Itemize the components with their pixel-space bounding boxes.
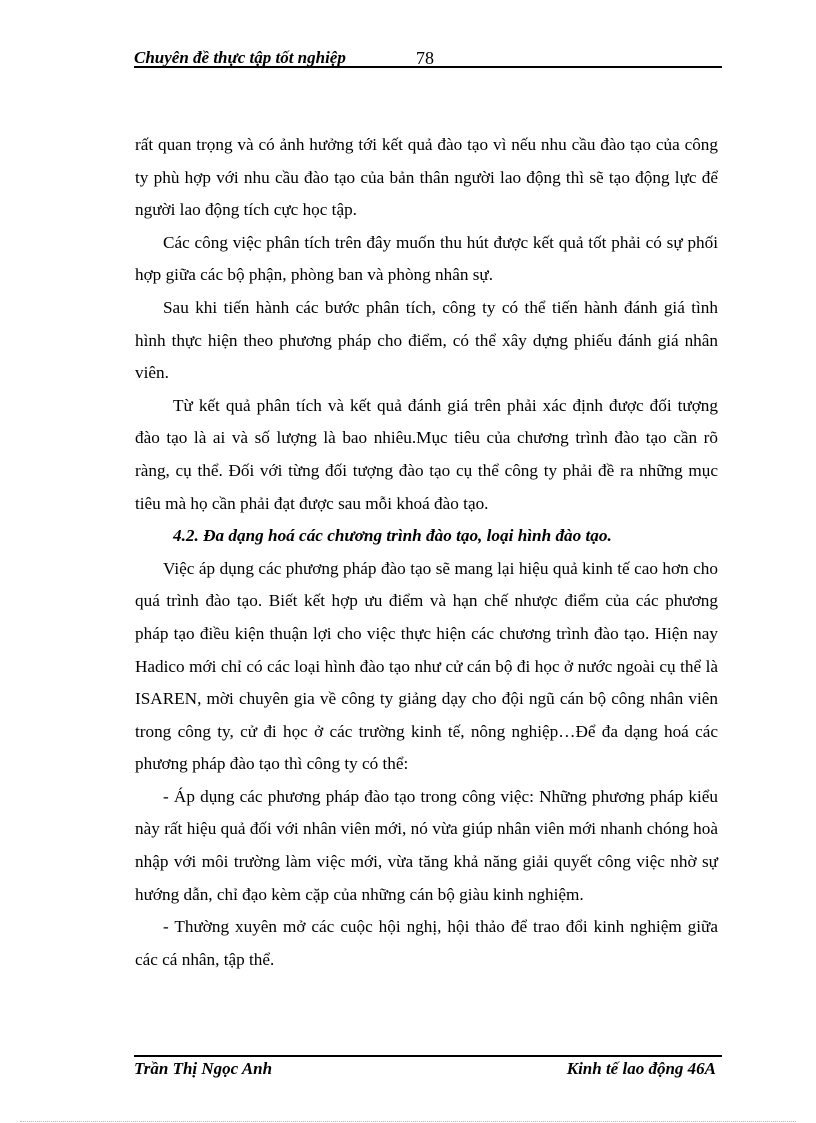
paragraph: Các công việc phân tích trên đây muốn thu hút được kết quả tốt phải có sự phối hợp giữa các bộ phận, phòng ban và phòng nhân sự. xyxy=(135,232,718,285)
page-header xyxy=(134,46,722,68)
section-heading: 4.2. Đa dạng hoá các chương trình đào tạo, loại hình đào tạo. xyxy=(173,526,612,546)
footer-author: Trần Thị Ngọc Anh xyxy=(134,1059,273,1078)
paragraph: Việc áp dụng các phương pháp đào tạo sẽ mang lại hiệu quả kinh tế cao hơn cho quá trình đào tạo. Biết kết hợp ưu điểm và hạn chế nhược điểm của các phương pháp tạo điều kiện thuận lợi cho việc thực hiện các chương trình đào tạo. Hiện nay Hadico mới chỉ có các loại hình đào tạo như cử cán bộ đi học ở nước ngoài cụ thể là ISAREN, mời chuyên gia về công ty giảng dạy cho đội ngũ cán bộ công nhân viên trong công ty, cử đi học ở các trường kinh tế, nông nghiệp…Để đa dạng hoá các phương pháp đào tạo thì công ty có thể: xyxy=(135,558,718,774)
paragraph: Từ kết quả phân tích và kết quả đánh giá trên phải xác định được đối tượng đào tạo là ai và số lượng là bao nhiêu.Mục tiêu của chương trình đào tạo cần rõ ràng, cụ thể. Đối với từng đối tượng đào tạo cụ thể công ty phải đề ra những mục tiêu mà họ cần phải đạt được sau mỗi khoá đào tạo. xyxy=(135,395,718,513)
footer-rule xyxy=(134,1055,722,1057)
paragraph-continued: rất quan trọng và có ảnh hưởng tới kết quả đào tạo vì nếu nhu cầu đào tạo của công ty phù hợp với nhu cầu đào tạo của bản thân người lao động thì sẽ tạo động lực để người lao động tích cực học tập. xyxy=(135,135,718,220)
paragraph: Sau khi tiến hành các bước phân tích, công ty có thể tiến hành đánh giá tình hình thực hiện theo phương pháp cho điểm, có thể xây dựng phiếu đánh giá nhân viên. xyxy=(135,297,718,383)
header-rule xyxy=(134,66,722,68)
body-text xyxy=(135,129,718,976)
page-edge-divider xyxy=(20,1121,796,1122)
header-title: Chuyên đề thực tập tốt nghiệp xyxy=(134,48,346,67)
bullet-paragraph: - Thường xuyên mở các cuộc hội nghị, hội thảo để trao đổi kinh nghiệm giữa các cá nhân, tập thể. xyxy=(135,917,718,969)
footer-class: Kinh tế lao động 46A xyxy=(566,1059,716,1078)
page-number: 78 xyxy=(416,48,434,68)
bullet-paragraph: - Áp dụng các phương pháp đào tạo trong công việc: Những phương pháp kiểu này rất hiệu quả đối với nhân viên mới, nó vừa giúp nhân viên mới nhanh chóng hoà nhập với môi trường làm việc mới, vừa tăng khả năng giải quyết công việc nhờ sự hướng dẫn, chỉ đạo kèm cặp của những cán bộ giàu kinh nghiệm. xyxy=(135,786,718,904)
